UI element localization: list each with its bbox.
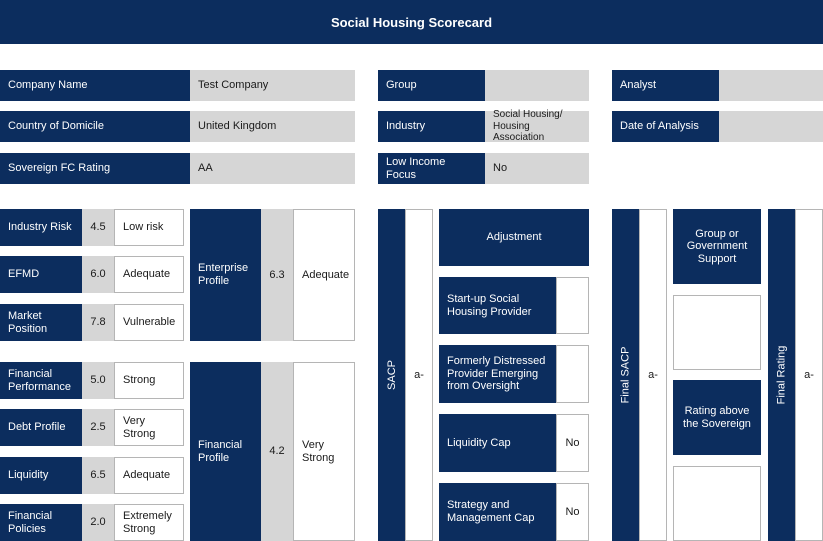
country-value[interactable]: United Kingdom <box>190 111 355 142</box>
final-sacp-label <box>612 209 639 541</box>
sacp-label <box>378 209 405 541</box>
factor-score-market-position: 7.8 <box>82 304 114 341</box>
factor-label-debt-profile: Debt Profile <box>0 409 82 446</box>
factor-label-industry-risk: Industry Risk <box>0 209 82 246</box>
date-of-analysis-value[interactable] <box>719 111 823 142</box>
adjustment-value-startup[interactable] <box>556 277 589 334</box>
adjustment-header: Adjustment <box>439 209 589 266</box>
group-label: Group <box>378 70 485 101</box>
adjustment-label-formerly-distressed: Formerly Distressed Provider Emerging from Oversight <box>439 345 556 403</box>
company-name-label: Company Name <box>0 70 190 101</box>
factor-label-financial-policies: Financial Policies <box>0 504 82 541</box>
factor-score-industry-risk: 4.5 <box>82 209 114 246</box>
adjustment-value-strategy-management-cap[interactable]: No <box>556 483 589 541</box>
financial-profile-label: Financial Profile <box>190 362 261 541</box>
factor-assessment-financial-policies: Extremely Strong <box>114 504 184 541</box>
final-sacp-label-text: Final SACP <box>619 346 632 404</box>
country-label: Country of Domicile <box>0 111 190 142</box>
enterprise-profile-label: Enterprise Profile <box>190 209 261 341</box>
factor-label-market-position: Market Position <box>0 304 82 341</box>
final-rating-value: a- <box>795 209 823 541</box>
factor-score-debt-profile: 2.5 <box>82 409 114 446</box>
factor-assessment-efmd: Adequate <box>114 256 184 293</box>
factor-assessment-debt-profile: Very Strong <box>114 409 184 446</box>
factor-assessment-financial-performance: Strong <box>114 362 184 399</box>
date-of-analysis-label: Date of Analysis <box>612 111 719 142</box>
group-government-support-value[interactable] <box>673 295 761 370</box>
financial-profile-score: 4.2 <box>261 362 293 541</box>
final-rating-label-text: Final Rating <box>775 345 788 405</box>
sovereign-rating-value[interactable]: AA <box>190 153 355 184</box>
factor-label-efmd: EFMD <box>0 256 82 293</box>
factor-score-efmd: 6.0 <box>82 256 114 293</box>
factor-score-financial-performance: 5.0 <box>82 362 114 399</box>
analyst-value[interactable] <box>719 70 823 101</box>
group-government-support-label: Group or Government Support <box>673 209 761 284</box>
group-value[interactable] <box>485 70 589 101</box>
financial-profile-assessment: Very Strong <box>293 362 355 541</box>
final-rating-label <box>768 209 795 541</box>
adjustment-label-strategy-management-cap: Strategy and Management Cap <box>439 483 556 541</box>
company-name-value[interactable]: Test Company <box>190 70 355 101</box>
rating-above-sovereign-label: Rating above the Sovereign <box>673 380 761 455</box>
analyst-label: Analyst <box>612 70 719 101</box>
sacp-label-text: SACP <box>385 360 398 390</box>
scorecard-title-bar <box>0 0 823 44</box>
factor-score-financial-policies: 2.0 <box>82 504 114 541</box>
factor-assessment-liquidity: Adequate <box>114 457 184 494</box>
rating-above-sovereign-value[interactable] <box>673 466 761 541</box>
adjustment-value-liquidity-cap[interactable]: No <box>556 414 589 472</box>
sacp-value: a- <box>405 209 433 541</box>
factor-assessment-industry-risk: Low risk <box>114 209 184 246</box>
adjustment-label-startup: Start-up Social Housing Provider <box>439 277 556 334</box>
adjustment-value-formerly-distressed[interactable] <box>556 345 589 403</box>
enterprise-profile-score: 6.3 <box>261 209 293 341</box>
page-title: Social Housing Scorecard <box>330 14 493 30</box>
final-sacp-value: a- <box>639 209 667 541</box>
industry-label: Industry <box>378 111 485 142</box>
adjustment-label-liquidity-cap: Liquidity Cap <box>439 414 556 472</box>
factor-label-liquidity: Liquidity <box>0 457 82 494</box>
factor-assessment-market-position: Vulnerable <box>114 304 184 341</box>
low-income-value[interactable]: No <box>485 153 589 184</box>
low-income-label: Low Income Focus <box>378 153 485 184</box>
industry-value[interactable]: Social Housing/ Housing Association <box>485 111 589 142</box>
sovereign-rating-label: Sovereign FC Rating <box>0 153 190 184</box>
factor-label-financial-performance: Financial Performance <box>0 362 82 399</box>
factor-score-liquidity: 6.5 <box>82 457 114 494</box>
enterprise-profile-assessment: Adequate <box>293 209 355 341</box>
